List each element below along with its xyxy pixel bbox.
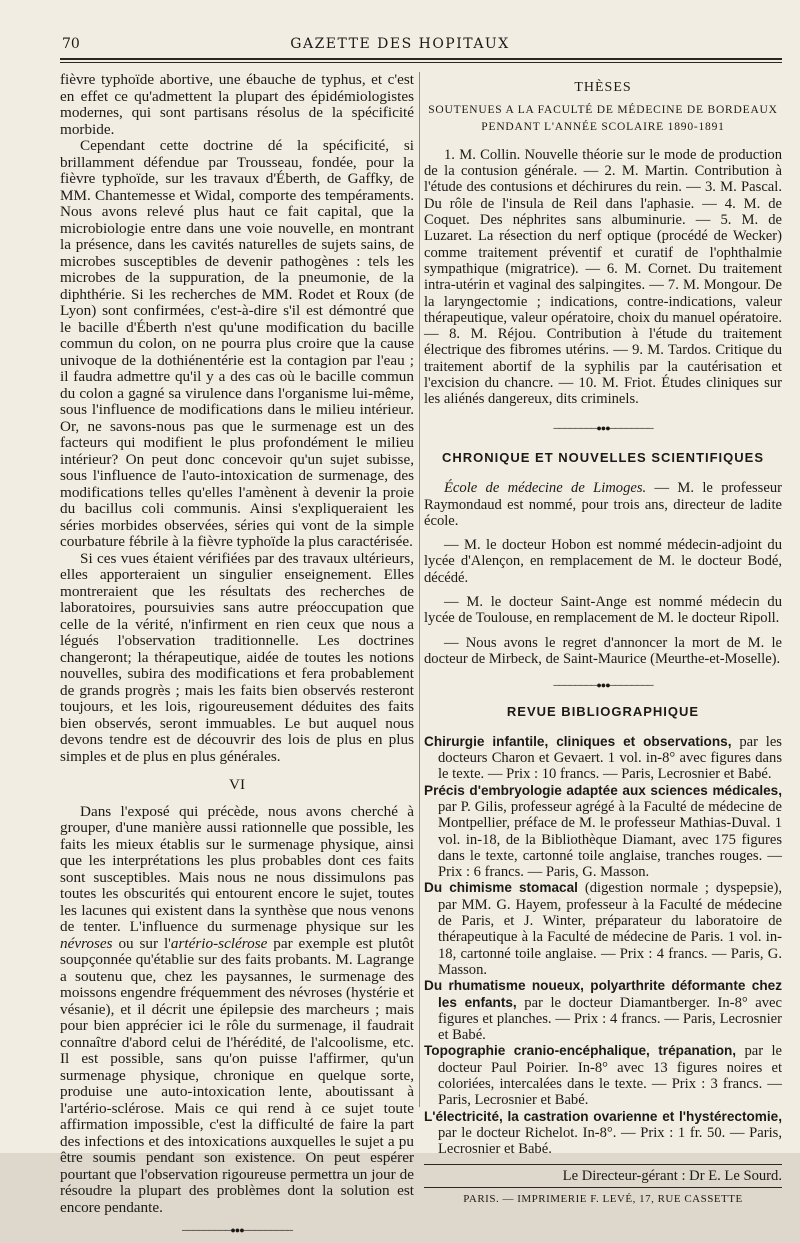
paragraph [60, 804, 414, 1217]
book-entry [424, 1043, 782, 1108]
book-list [424, 734, 782, 1158]
book-details: par les docteurs Charon et Gevaert. 1 vol. in-8° avec figures dans le texte. — Prix : 10 francs. — Paris, Lecrosnier et Babé. [438, 733, 782, 783]
left-column [60, 72, 414, 1243]
page-number: 70 [62, 36, 80, 52]
book-entry [424, 783, 782, 881]
news-item [424, 480, 782, 529]
section-ornament: ────────●●●──────── [553, 680, 653, 691]
book-entry [424, 978, 782, 1043]
book-title: Du rhumatisme noueux, polyarthrite déformante chez les enfants, [424, 978, 782, 1010]
text-run: ou sur l' [112, 934, 171, 952]
theses-subtitle: PENDANT L'ANNÉE SCOLAIRE 1890-1891 [481, 120, 725, 133]
end-ornament: ─────────●●●───────── [181, 1225, 293, 1235]
running-title: GAZETTE DES HOPITAUX [290, 36, 510, 52]
header-rule-thick [60, 58, 782, 60]
text-run: Dans l'exposé qui précède, nous avons cherché à grouper, d'une manière aussi rationnelle que possible, les faits les mieux établis sur le surmenage physique, ainsi que les interprétations les plus probables dont ces faits sont susceptibles. Mais nous ne nous dissimulons pas toutes les obscurités qui entourent encore le sujet, toutes les lacunes qui existent dans la synthèse que nous venons de tenter. L'influence du surmenage physique sur les [60, 802, 414, 935]
paragraph: Cependant cette doctrine dé la spécificité, si brillamment défendue par Trousseau, fondée, pour la fièvre typhoïde, sur les travaux d'Éberth, de Gaffky, de MM. Chantemesse et Widal, comporte des tempéraments. Nous avons relevé plus haut ce fait capital, que la microbiologie entre dans une voie nouvelle, en montrant la présence, dans les cavités naturelles de sujets sains, de microbes susceptibles de devenir pathogènes : tels les microbes de la suppuration, de la pneumonie, de la diphthérie. Si les recherches de MM. Rodet et Roux (de Lyon) sont confirmées, c'est-à-dire s'il est démontré que le bacille d'Éberth n'est qu'une modification du bacille commun du colon, on ne pourra plus croire que la cause univoque de la dothiénentérie est la contagion par l'eau ; il faudra admettre qu'il y a des cas où le bacille commun du colon a gagné sa virulence dans l'organisme lui-même, sous l'influence de modifications dans le milieu intérieur. Or, ne savons-nous pas que le surmenage est un des facteurs qui modifient le plus profondément le milieu intérieur? On peut donc concevoir qu'un sujet subisse, sous l'influence de l'auto-intoxication de surmenage, des modifications telles qu'elles l'amènent à devenir la proie du bacillus coli communis. Ainsi s'expliqueraient les séries morbides observées, séries qui vont de la simple courbature fébrile à la fièvre typhoïde la plus caractérisée. [60, 137, 414, 550]
book-title: Du chimisme stomacal [424, 880, 578, 896]
news-place: École de médecine de Limoges. [444, 480, 647, 497]
book-details: par le docteur Paul Poirier. In-8° avec 13 figures noires et coloriées, intercalées dans le texte. — Prix : 3 francs. — Paris, Lecrosnier et Babé. [438, 1043, 782, 1109]
book-title: Chirurgie infantile, cliniques et observations, [424, 733, 732, 749]
book-details: par le docteur Richelot. In-8°. — Prix : 1 fr. 50. — Paris, Lecrosnier et Babé. [438, 1124, 782, 1158]
section-ornament: ────────●●●──────── [553, 422, 653, 433]
italic-term: artério-sclérose [170, 934, 268, 952]
italic-term: névroses [60, 934, 113, 952]
book-details: par P. Gilis, professeur agrégé à la Faculté de médecine de Montpellier, préface de M. le professeur Mathias-Duval. 1 vol. in-18, de la Bibliothèque Diamant, avec 175 figures dans le texte, cartonné toile anglaise, tranches rouges. — Prix : 6 francs. — Paris, G. Masson. [438, 798, 782, 881]
column-divider [419, 72, 420, 1107]
section-number: VI [228, 776, 246, 793]
paragraph: fièvre typhoïde abortive, une ébauche de typhus, et c'est en effet ce qu'admettent la plupart des épidémiologistes modernes, qui sont partisans résolus de la spécificité morbide. [60, 71, 414, 138]
header-rule-thin [60, 62, 782, 63]
theses-title: THÈSES [574, 80, 632, 95]
printer-imprint: PARIS. — IMPRIMERIE F. LEVÉ, 17, RUE CASSETTE [424, 1187, 782, 1207]
news-item: — M. le docteur Hobon est nommé médecin-adjoint du lycée d'Alençon, en remplacement de M. le docteur Bodé, décédé. [424, 537, 782, 586]
text-run: par exemple est plutôt soupçonnée qu'établie sur des faits probants. M. Lagrange a soutenu que, chez les paysannes, le surmenage des moissons engendre fréquemment des névroses (hystérie et vésanie), et il décrit une épilepsie des marcheurs ; mais pour bien apprécier ici le rôle du surmenage, il faudrait connaître d'abord celui de l'hérédité, de l'alcoolisme, etc. Il est possible, sans qu'on puisse l'affirmer, qu'un surmenage physique, chronique en quelque sorte, produise une auto-intoxication lente, aboutissant à l'artério-sclérose. Mais ce qui rend à ce sujet toute affirmation impossible, c'est la difficulté de faire la part des infections et des intoxications auxquelles le sujet a pu être soumis pendant son existence. On peut espérer pourtant que l'observation rigoureuse permettra un jour de résoudre la plupart des problèmes dont la solution est encore pendante. [60, 934, 414, 1216]
book-details: (digestion normale ; dyspepsie), par MM. G. Hayem, professeur à la Faculté de médecine de Paris, et J. Winter, préparateur du laboratoire de thérapeutique à la Faculté de médecine de Paris. 1 vol. in-18, cartonné toile anglaise. — Prix : 4 francs. — Paris, G. Masson. [438, 880, 782, 978]
news-item: — Nous avons le regret d'annoncer la mort de M. le docteur de Mirbeck, de Saint-Maurice (Meurthe-et-Moselle). [424, 634, 782, 667]
right-column [424, 80, 782, 1207]
theses-list: 1. M. Collin. Nouvelle théorie sur le mode de production de la contusion générale. — 2. M. Martin. Contribution à l'étude des contusions et déchirures du rein. — 3. M. Pascal. Du rôle de l'insula de Reil dans l'aphasie. — 4. M. de Coquet. Des néphrites sans albuminurie. — 5. M. de Luzaret. La résection du nerf optique (procédé de Wecker) comme traitement préventif et curatif de l'ophthalmie sympathique (migratrice). — 6. M. Cornet. Du traitement intra-utérin et vaginal des salpingites. — 7. M. Mongour. De la laryngectomie ; indications, contre-indications, valeur thérapeutique, valeur opératoire, choix du manuel opératoire. — 8. M. Réjou. Contribution à l'étude du traitement électrique des fibromes utérins. — 9. M. Tardos. Critique du traitement abortif de la syphilis par la cautérisation et l'excision du chancre. — 10. M. Friot. Études cliniques sur les aliénés dangereux, dits criminels. [424, 146, 782, 408]
news-item: — M. le docteur Saint-Ange est nommé médecin du lycée de Toulouse, en remplacement de M. le docteur Ripoll. [424, 594, 782, 627]
gerant-line: Le Directeur-gérant : Dr E. Le Sourd. [424, 1164, 782, 1184]
revue-title: REVUE BIBLIOGRAPHIQUE [506, 703, 700, 719]
book-title: Topographie cranio-encéphalique, trépanation, [424, 1043, 737, 1059]
book-details: par le docteur Diamantberger. In-8° avec figures et planches. — Prix : 4 francs. — Paris, Lecrosnier et Babé. [438, 994, 783, 1044]
paragraph: Si ces vues étaient vérifiées par des travaux ultérieurs, elles apporteraient un singulier enseignement. Elles montreraient que les résultats des recherches de laboratoires, poursuivies sans autre préoccupation que celle de la vérité, n'infirment en rien ceux que nous a légués l'observation traditionnelle. Les doctrines changeront; la thérapeutique, aidée de toutes les notions nouvelles, subira des modifications et fera probablement de grands progrès ; mais les faits bien observés resteront toujours, et les lois, rigoureusement déduites des faits bien observés, seront immuables. Le but auquel nous devons tendre est de découvrir des lois de plus en plus simples et de plus en plus générales. [60, 549, 414, 765]
book-entry [424, 880, 782, 978]
text-run: — M. le professeur Raymondaud est nommé, pour trois ans, directeur de ladite école. [424, 480, 782, 529]
theses-subtitle: SOUTENUES A LA FACULTÉ DE MÉDECINE DE BORDEAUX [428, 104, 778, 117]
book-title: L'électricité, la castration ovarienne et l'hystérectomie, [424, 1108, 782, 1124]
book-title: Précis d'embryologie adaptée aux sciences médicales, [424, 782, 782, 798]
book-entry [424, 1109, 782, 1158]
chronique-title: CHRONIQUE ET NOUVELLES SCIENTIFIQUES [441, 449, 765, 465]
book-entry [424, 734, 782, 783]
